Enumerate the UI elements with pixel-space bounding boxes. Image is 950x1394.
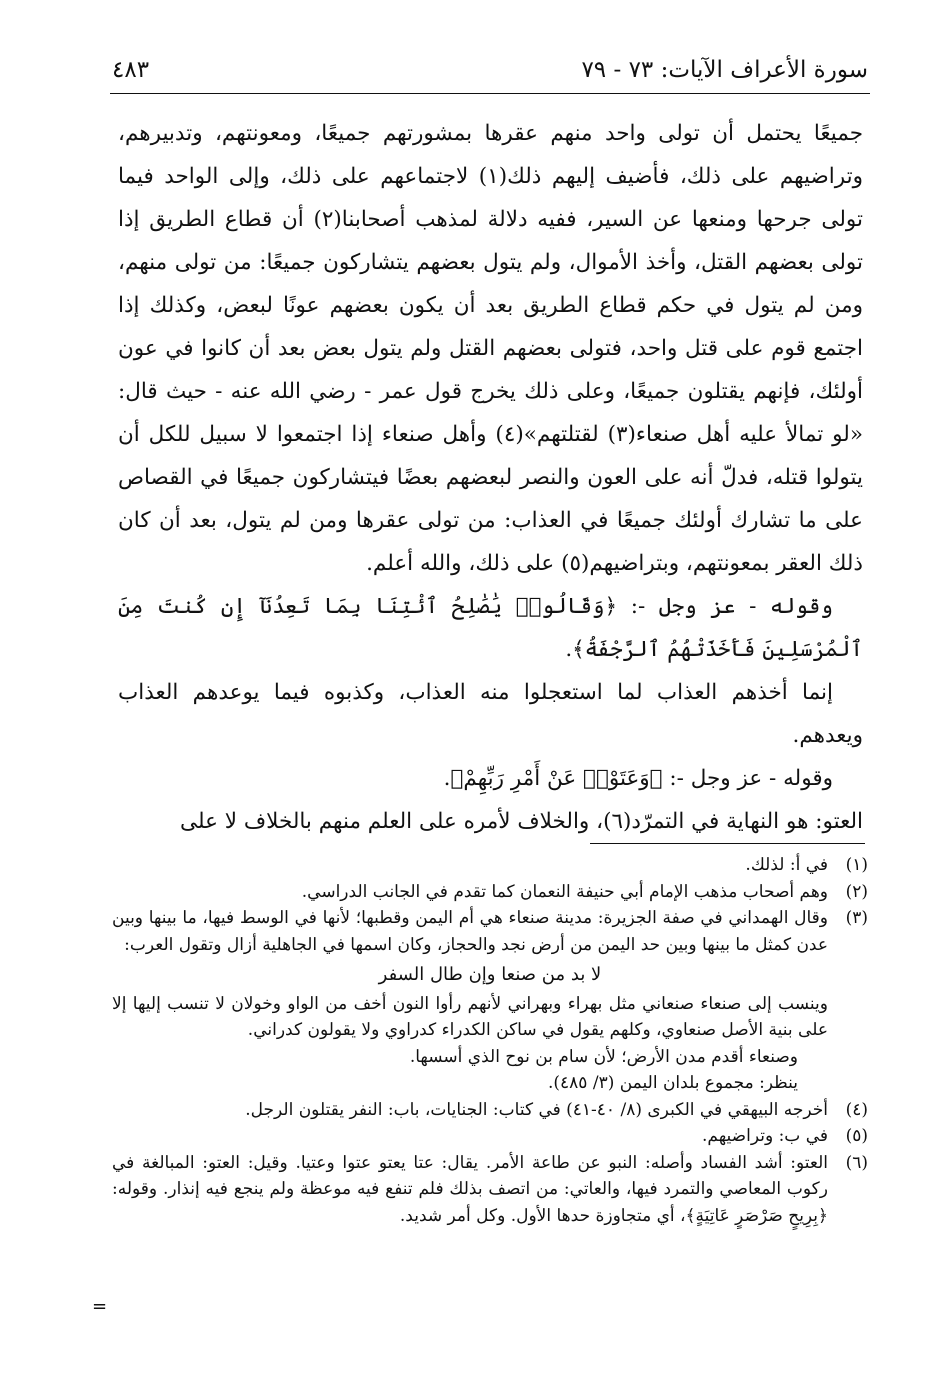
footnote-text: في ب: وتراضيهم. <box>702 1126 828 1146</box>
footnote-text: العتو: أشد الفساد وأصله: النبو عن طاعة الأمر. يقال: عتا يعتو عتوا وعتيا. وقيل: العتو: المبالغة في ركوب المعاصي والتمرد فيها، والعاتي: من اتصف بذلك فلم تنفع فيه موعظة ولم ينجع فيه إنذار. وقوله: ﴿بِرِيحٍ صَرْصَرٍ عَاتِيَةٍ﴾، أي متجاوزة حدها الأول. وكل أمر شديد. <box>112 1152 828 1226</box>
body-paragraph-3: إنما أخذهم العذاب لما استعجلوا منه العذاب، وكذبوه فيما يوعدهم العذاب ويعدهم. <box>118 680 863 748</box>
footnote-3-reference: ينظر: مجموع بلدان اليمن (٣/ ٤٨٥). <box>547 1073 798 1093</box>
footnote-text: وهم أصحاب مذهب الإمام أبي حنيفة النعمان كما تقدم في الجانب الدراسي. <box>301 881 828 902</box>
body-paragraph-2: وقوله - عز وجل -: ﴿وَقَالُوا۟ يَٰصَٰلِحُ ٱئْتِنَا بِمَا تَعِدُنَآ إِن كُنتَ مِنَ ٱلْمُرْسَلِينَ فَأَخَذَتْهُمُ ٱلرَّجْفَةُ﴾. <box>118 594 863 662</box>
page-number: ٤٨٣ <box>112 57 150 83</box>
body-paragraph-1: جميعًا يحتمل أن تولى واحد منهم عقرها بمشورتهم جميعًا، ومعونتهم، وتدبيرهم، وتراضيهم على ذلك، فأضيف إليهم ذلك(١) لاجتماعهم على ذلك، وإلى الواحد فيما تولى جرحها ومنعها عن السير، ففيه دلالة لمذهب أصحابنا(٢) أن قطاع الطريق إذا تولى بعضهم القتل، وأخذ الأموال، ولم يتول بعضهم يتشاركون جميعًا: من تولى منهم، ومن لم يتول في حكم قطاع الطريق بعد أن يكون بعضهم عونًا لبعض، وكذلك إذا اجتمع قوم على قتل واحد، فتولى بعضهم القتل ولم يتول بعض بعد أن كانوا في عون أولئك، فإنهم يقتلون جميعًا، وعلى ذلك يخرج قول عمر - رضي الله عنه - حيث قال: «لو تمالأ عليه أهل صنعاء(٣) لقتلتهم»(٤) وأهل صنعاء إذا اجتمعوا لا سبيل للكل أن يتولوا قتله، فدلّ أنه على العون والنصر لبعضهم بعضًا فيتشاركون جميعًا في القصاص على ما تشارك أولئك جميعًا في العذاب: من تولى عقرها ومن لم يتول، بعد أن كان ذلك العقر بمعونتهم، وبتراضيهم(٥) على ذلك، والله أعلم. <box>118 121 863 576</box>
footnote-text: وقال الهمداني في صفة الجزيرة: مدينة صنعاء هي أم اليمن وقطبها؛ لأنها في الوسط فيها، ما بينها وبين عدن كمثل ما بينها وبين حد اليمن من أرض نجد والحجاز، وكان اسمها في الجاهلية أزال وتقول العرب: <box>112 908 828 955</box>
footnote-3-continuation: وينسب إلى صنعاء صنعاني مثل بهراء وبهراني لأنهم رأوا النون أخف من الواو وخولان لا تنسب إليها إلا على بنية الأصل صنعاوي، وكلهم يقول في ساكن الكدراء كدراوي ولا يقولون كدراني. <box>112 993 828 1040</box>
footnote-number: (١) <box>845 855 868 875</box>
footnote-number: (٢) <box>845 881 868 902</box>
footnote-rule <box>590 843 865 844</box>
header-rule <box>110 93 870 94</box>
margin-mark: = <box>92 1296 108 1317</box>
footnote-3-continuation: وصنعاء أقدم مدن الأرض؛ لأن سام بن نوح الذي أسسها. <box>409 1046 798 1067</box>
footnote-number: (٤) <box>845 1099 868 1120</box>
footnote-1 <box>112 852 868 879</box>
body-paragraph-4: وقوله - عز وجل -: ﴿وَعَتَوْا۟ عَنْ أَمْرِ رَبِّهِمْ﴾. <box>443 766 833 791</box>
running-header <box>112 48 868 92</box>
footnote-6 <box>112 1150 868 1230</box>
main-text <box>118 112 863 843</box>
footnotes <box>112 852 868 1229</box>
surah-title: سورة الأعراف الآيات: ٧٣ - ٧٩ <box>581 57 868 83</box>
footnote-text: في أ: لذلك. <box>745 855 828 875</box>
footnote-number: (٦) <box>845 1152 868 1173</box>
body-paragraph-5: العتو: هو النهاية في التمرّد(٦)، والخلاف لأمره على العلم منهم بالخلاف لا على <box>180 809 863 834</box>
footnote-3-verse: لا بد من صنعا وإن طال السفر <box>378 964 602 985</box>
footnote-number: (٣) <box>845 908 868 928</box>
footnote-5 <box>112 1123 868 1150</box>
footnote-text: أخرجه البيهقي في الكبرى (٨/ ٤٠-٤١) في كتاب: الجنايات، باب: النفر يقتلون الرجل. <box>245 1099 828 1120</box>
footnote-3 <box>112 905 868 958</box>
footnote-2 <box>112 879 868 906</box>
footnote-4 <box>112 1097 868 1124</box>
footnote-number: (٥) <box>845 1126 868 1146</box>
